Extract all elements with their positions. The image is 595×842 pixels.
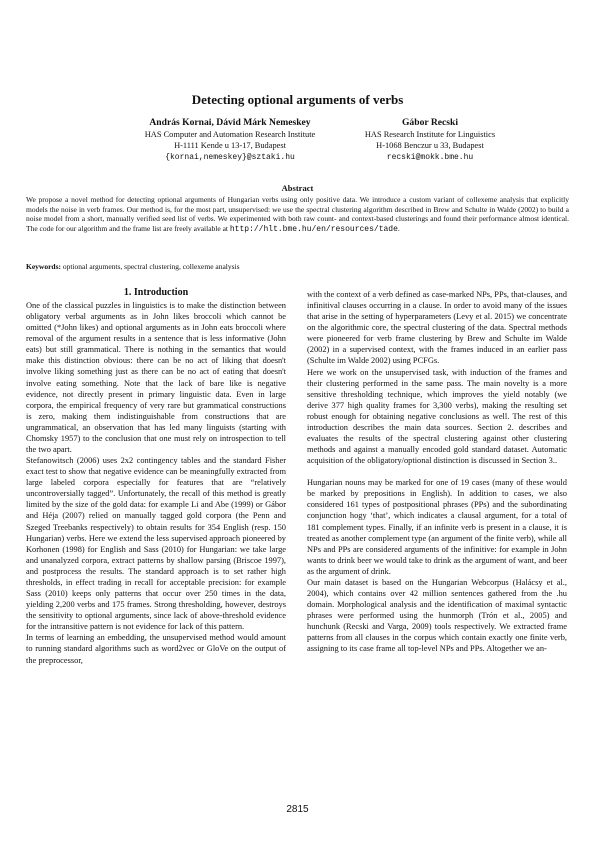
author-block-right <box>330 116 530 163</box>
abstract-body: We propose a novel method for detecting optional arguments of Hungarian verbs using only positive data. We introduce a custom variant of collexeme analysis that explicitly models the noise in verb frames. Our method is, for the most part, unsupervised: we use the spectral clustering algorithm described in Brew and Schulte in Walde (2002) to build a noise model from a short, manually verified seed list of verbs. We experimented with both raw count- and context-based clusterings and found their performance almost identical. The code for our algorithm and the frame list are freely available at <box>26 195 569 233</box>
author-email[interactable]: recski@mokk.bme.hu <box>386 152 474 162</box>
paragraph: with the context of a verb defined as case-marked NPs, PPs, that-clauses, and infinitival clauses occurring in a clause. In order to avoid many of the issues that arise in the setting of hyperparameters (Levy et al. 2015) we concentrate on the algorithmic core, the spectral clustering of the data. Spectral methods were pioneered for verb frame clustering by Brew and Schulte im Walde (2002) in a supervised context, with the frames induced in an earlier pass (Schulte im Walde 2002) using PCFGs. <box>307 290 567 366</box>
author-names: Gábor Recski <box>401 117 459 128</box>
paragraph: In terms of learning an embedding, the unsupervised method would amount to running standard algorithms such as word2vec or GloVe on the output of the preprocessor, <box>26 633 286 665</box>
resource-link[interactable]: http://hlt.bme.hu/en/resources/tade <box>229 224 398 234</box>
author-email[interactable]: {kornai,nemeskey}@sztaki.hu <box>165 152 295 162</box>
paragraph: Stefanowitsch (2006) uses 2x2 contingency tables and the standard Fisher exact test to show that negative evidence can be meaningfully extracted from large labeled corpora especially for features that are “relatively uncontroversially tagged”. Unfortunately, the recall of this method is greatly limited by the size of the gold data: for example Li and Abe (1999) or Gábor and Héja (2007) relied on manually tagged gold corpora (the Penn and Szeged Treebanks respectively) to obtain results for 354 English (resp. 150 Hungarian) verbs. Here we extend the less supervised approach pioneered by Korhonen (1998) for English and Sass (2010) for Hungarian: we take large and unanalyzed corpora, extract patterns by shallow parsing (Briscoe 1997), and postprocess the results. The standard approach is to set rather high thresholds, in effect trading in recall for acceptable precision: for example Sass (2010) keeps only patterns that occur over 250 times in the data, yielding 2,200 verbs and 175 frames. Strong thresholding, however, destroys the sensitivity to optional arguments, since lack of above-threshold evidence for the intransitive pattern is not evidence for lack of this pattern. <box>26 456 286 632</box>
paragraph: Our main dataset is based on the Hungarian Webcorpus (Halácsy et al., 2004), which contains over 42 million sentences gathered from the .hu domain. Morphological analysis and the identification of maximal syntactic phrases were performed using the hunmorph (Trón et al., 2005) and hunchunk (Recski and Varga, 2009) tools respectively. We extracted frame patterns from all clauses in the corpus which contain exactly one finite verb, assigning to its case frame all top-level NPs and PPs. Altogether we an- <box>307 577 567 654</box>
paragraph: Hungarian nouns may be marked for one of 19 cases (many of these would be marked by prepositions in English). In addition to cases, we also considered 161 types of postpositional phrases (PPs) and the subordinating conjunction hogy ‘that’, which indicates a clausal argument, for a total of 181 complement types. Finally, if an infinite verb is present in a clause, it is treated as another complement type (an argument of the finite verb), while all NPs and PPs are considered arguments of the infinitive: for example in John wants to drink beer we would take to drink as the argument of want, and beer as the argument of drink. <box>307 478 567 576</box>
paragraph: One of the classical puzzles in linguistics is to make the distinction between obligatory verbal arguments as in John likes broccoli which cannot be omitted (*John likes) and optional arguments as in John eats broccoli where removal of the argument results in a sentence that is less informative (John eats) but still grammatical. There is nothing in the semantics that would make this distinction obvious: there can be no act of liking that doesn't involve liking something just as there can be no act of eating that doesn't involve eating something. Note that the lack of bare like is negative evidence, not directly present in primary linguistic data. Even in large corpora, the empirical frequency of very rare but grammatical constructions is zero, making them indistinguishable from constructions that are ungrammatical, an observation that has led many linguists (starting with Chomsky 1957) to the conclusion that one must rely on introspection to tell the two apart. <box>26 301 286 455</box>
abstract-text <box>26 195 569 234</box>
author-affiliation: HAS Computer and Automation Research Institute <box>144 130 316 139</box>
section-heading: 1. Introduction <box>123 287 189 298</box>
keywords-label: Keywords: <box>26 262 61 271</box>
author-block-left <box>110 116 350 163</box>
author-address: H-1111 Kende u 13-17, Budapest <box>174 141 286 151</box>
paper-title: Detecting optional arguments of verbs <box>191 92 404 107</box>
author-names: András Kornai, Dávid Márk Nemeskey <box>149 117 311 128</box>
abstract-heading: Abstract <box>281 183 314 193</box>
paragraph: Here we work on the unsupervised task, with induction of the frames and their clustering performed in the same pass. The main novelty is a more sensitive thresholding technique, which improves the yield notably (we derive 377 high quality frames for 3,300 verbs), making the resulting set robust enough for obtaining negative conclusions as well. The rest of this introduction describes the main data sources. Section 2. describes and evaluates the results of the spectral clustering against other clustering methods and against a manually encoded gold standard dataset. Automatic acquisition of the obligatory/optional distinction is discussed in Section 3.. <box>307 367 567 466</box>
keywords-text: optional arguments, spectral clustering, collexeme analysis <box>61 262 240 271</box>
right-column <box>307 289 567 655</box>
page-number: 2815 <box>286 804 309 815</box>
author-address: H-1068 Benczur u 33, Budapest <box>376 141 484 151</box>
left-column <box>26 300 286 666</box>
keywords <box>26 262 569 272</box>
author-affiliation: HAS Research Institute for Linguistics <box>364 130 496 139</box>
abstract-end: . <box>397 223 400 233</box>
